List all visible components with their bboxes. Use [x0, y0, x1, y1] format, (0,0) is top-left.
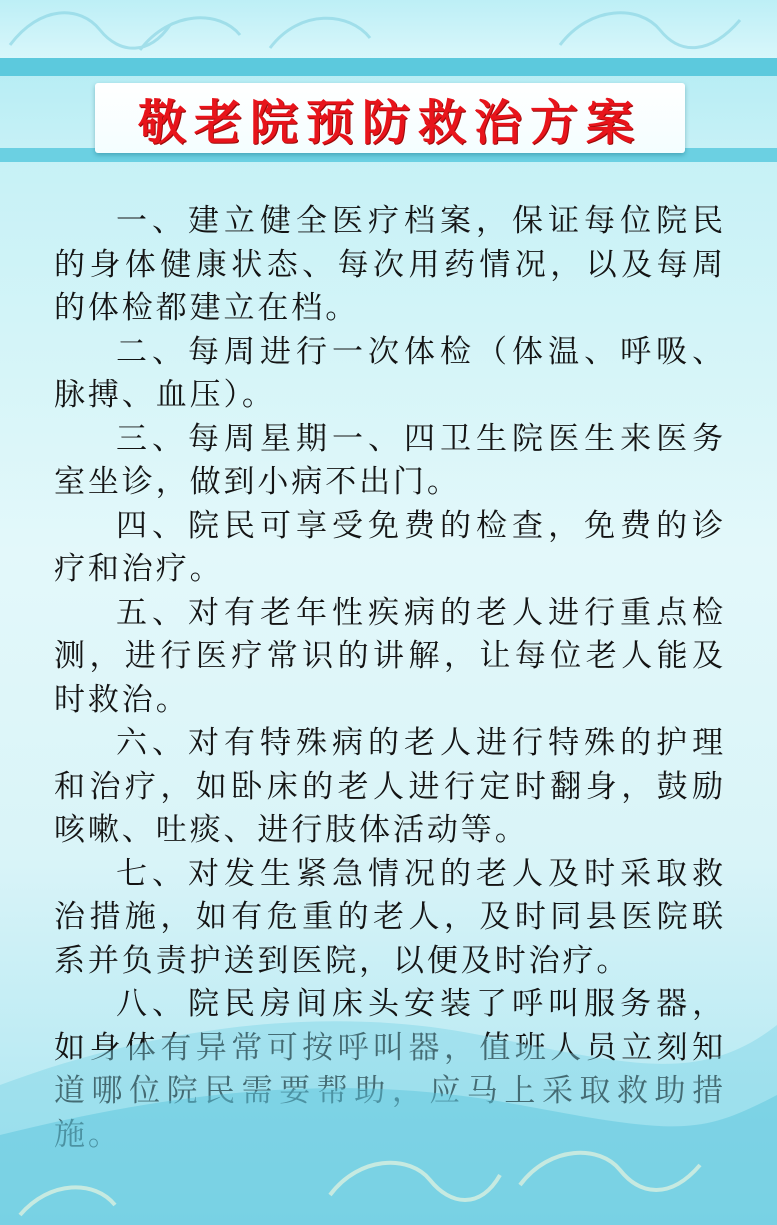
- bottom-wave-decoration: [0, 965, 777, 1225]
- page-title: 敬老院预防救治方案: [137, 94, 642, 151]
- paragraph-7: 七、对发生紧急情况的老人及时采取救治措施，如有危重的老人，及时同县医院联系并负责护送到医院，以便及时治疗。: [54, 855, 726, 979]
- top-stripe: [0, 58, 777, 76]
- title-banner: [95, 83, 685, 153]
- paragraph-8: 八、院民房间床头安装了呼叫服务器，如身体有异常可按呼叫器，值班人员立刻知道哪位院民需要帮助，应马上采取救助措施。: [54, 986, 726, 1153]
- paragraph-1: 一、建立健全医疗档案，保证每位院民的身体健康状态、每次用药情况，以及每周的体检都建立在档。: [54, 203, 726, 326]
- paragraph-3: 三、每周星期一、四卫生院医生来医务室坐诊，做到小病不出门。: [54, 420, 726, 500]
- paragraph-5: 五、对有老年性疾病的老人进行重点检测，进行医疗常识的讲解，让每位老人能及时救治。: [54, 594, 726, 718]
- header-swirl-ornament: [0, 0, 777, 60]
- paragraph-4: 四、院民可享受免费的检查，免费的诊疗和治疗。: [54, 507, 726, 587]
- paragraph-6: 六、对有特殊病的老人进行特殊的护理和治疗，如卧床的老人进行定时翻身，鼓励咳嗽、吐痰、进行肢体活动等。: [54, 725, 726, 848]
- paragraph-2: 二、每周进行一次体检（体温、呼吸、脉搏、血压）。: [54, 333, 726, 413]
